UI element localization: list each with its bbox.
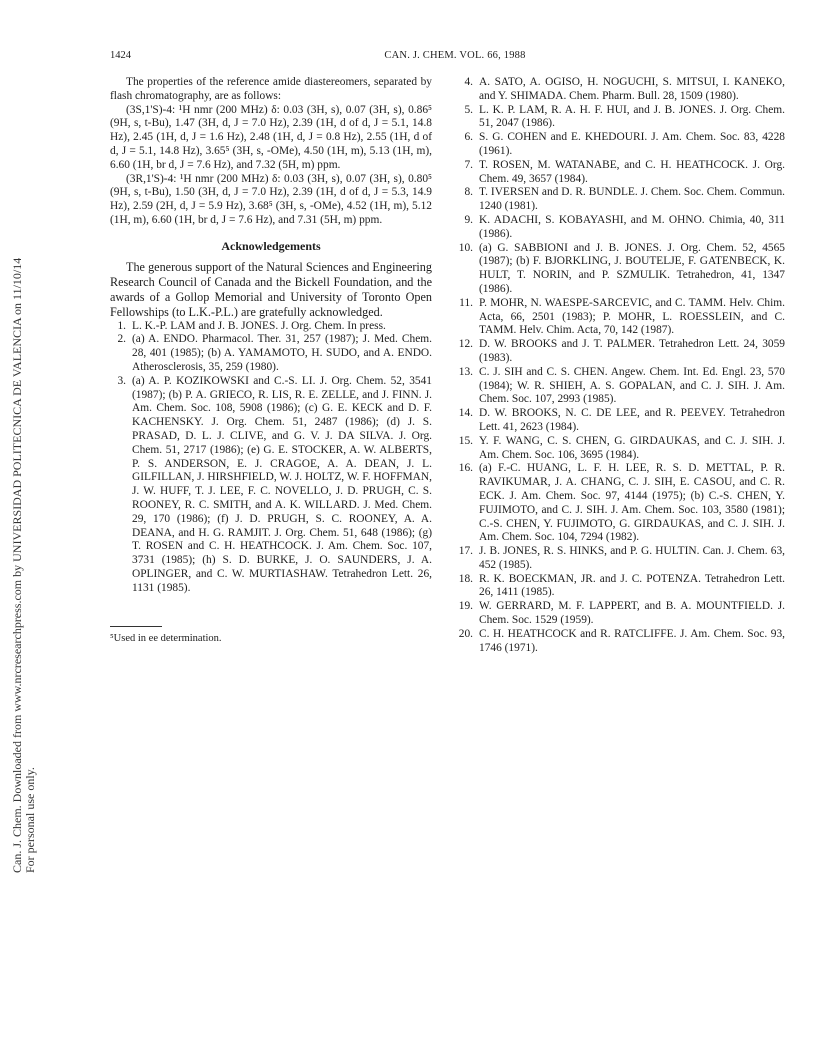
reference-number: 8. bbox=[464, 186, 473, 199]
reference-item bbox=[457, 104, 785, 132]
reference-item bbox=[457, 159, 785, 187]
reference-number: 15. bbox=[458, 434, 473, 447]
footnote: ⁵Used in ee determination. bbox=[110, 633, 222, 644]
reference-number: 16. bbox=[458, 462, 473, 475]
reference-item bbox=[457, 628, 785, 656]
reference-item bbox=[457, 214, 785, 242]
reference-text: C. H. HEATHCOCK and R. RATCLIFFE. J. Am. Chem. Soc. 93, 1746 (1971). bbox=[479, 627, 785, 654]
reference-number: 7. bbox=[464, 158, 473, 171]
footnote-rule bbox=[110, 626, 162, 627]
download-watermark bbox=[0, 0, 37, 1053]
reference-text: (a) A. P. KOZIKOWSKI and C.-S. LI. J. Org. Chem. 52, 3541 (1987); (b) P. A. GRIECO, R. LIS, R. E. ZELLE, and J. FINN. J. Am. Chem. Soc. 108, 5908 (1986); (c) G. E. KECK and D. F. KACHENSKY. J. Org. Chem. 51, 2487 (1986); (d) J. S. PRASAD, D. L. J. CLIVE, and G. V. J. DA SILVA. J. Org. Chem. 51, 2717 (1986); (e) G. E. STOCKER, A. W. ALBERTS, P. S. ANDERSON, E. J. CRAGOE, A. A. DEAN, J. L. GILFILLAN, J. HIRSHFIELD, W. J. HOLTZ, W. F. HOFFMAN, J. W. HUFF, T. J. LEE, F. C. NOVELLO, J. D. PRUGH, C. S. ROONEY, R. C. SMITH, and A. K. WILLARD. J. Med. Chem. 29, 170 (1986); (f) J. D. PRUGH, S. C. ROONEY, A. A. DEANA, and H. G. RAMJIT. J. Org. Chem. 51, 648 (1986); (g) T. ROSEN and C. H. HEATHCOCK. J. Am. Chem. Soc. 107, 3731 (1985); (h) S. D. BURKE, J. O. SAUNDERS, J. A. OPLINGER, and C. W. MURTIASHAW. Tetrahedron Lett. 26, 1131 (1985). bbox=[132, 374, 432, 594]
page-number: 1424 bbox=[110, 50, 131, 61]
reference-number: 5. bbox=[464, 103, 473, 116]
reference-text: L. K. P. LAM, R. A. H. F. HUI, and J. B. JONES. J. Org. Chem. 51, 2047 (1986). bbox=[479, 103, 785, 130]
reference-item bbox=[457, 600, 785, 628]
reference-item bbox=[457, 338, 785, 366]
watermark-line-1: Can. J. Chem. Downloaded from www.nrcresearchpress.com by UNIVERSIDAD POLITECNICA DE VALENCIA on 11/10/14 bbox=[10, 257, 24, 873]
reference-text: D. W. BROOKS, N. C. DE LEE, and R. PEEVEY. Tetrahedron Lett. 41, 2623 (1984). bbox=[479, 407, 785, 433]
reference-item bbox=[457, 242, 785, 297]
reference-text: P. MOHR, N. WAESPE-SARCEVIC, and C. TAMM. Helv. Chim. Acta, 66, 2501 (1983); P. MOHR, L. ROESSLEIN, and C. TAMM. Helv. Chim. Acta, 70, 142 (1987). bbox=[479, 296, 785, 337]
reference-text: A. SATO, A. OGISO, H. NOGUCHI, S. MITSUI, I. KANEKO, and Y. SHIMADA. Chem. Pharm. Bull. 28, 1509 (1980). bbox=[479, 76, 785, 102]
reference-text: T. IVERSEN and D. R. BUNDLE. J. Chem. Soc. Chem. Commun. 1240 (1981). bbox=[479, 186, 785, 213]
watermark-line-2: For personal use only. bbox=[23, 767, 37, 873]
reference-number: 18. bbox=[458, 572, 473, 585]
reference-text: D. W. BROOKS and J. T. PALMER. Tetrahedron Lett. 24, 3059 (1983). bbox=[479, 338, 785, 364]
reference-number: 14. bbox=[458, 407, 473, 420]
running-title: CAN. J. CHEM. VOL. 66, 1988 bbox=[384, 50, 526, 61]
reference-text: (a) G. SABBIONI and J. B. JONES. J. Org. Chem. 52, 4565 (1987); (b) F. BJORKLING, J. BOUTELJE, F. GATENBECK, K. HULT, T. NORIN, and P. SZMULIK. Tetrahedron, 41, 1347 (1986). bbox=[479, 241, 785, 295]
reference-text: L. K.-P. LAM and J. B. JONES. J. Org. Chem. In press. bbox=[132, 319, 386, 332]
reference-number: 4. bbox=[464, 76, 473, 88]
reference-text: R. K. BOECKMAN, JR. and J. C. POTENZA. Tetrahedron Lett. 26, 1411 (1985). bbox=[479, 572, 785, 599]
reference-text: (a) F.-C. HUANG, L. F. H. LEE, R. S. D. METTAL, P. R. RAVIKUMAR, J. A. CHANG, C. J. SIH, E. CASOU, and C. R. ECK. J. Am. Chem. Soc. 97, 4144 (1975); (b) C.-S. CHEN, Y. FUJIMOTO, and C. J. SIH. J. Am. Chem. Soc. 103, 3580 (1981); C.-S. CHEN, Y. FUJIMOTO, G. GIRDAUKAS, and C. J. SIH. J. Am. Chem. Soc. 104, 7294 (1982). bbox=[479, 462, 785, 544]
reference-text: W. GERRARD, M. F. LAPPERT, and B. A. MOUNTFIELD. J. Chem. Soc. 1529 (1959). bbox=[479, 600, 785, 627]
reference-list-right bbox=[457, 76, 785, 655]
reference-item bbox=[110, 320, 432, 334]
reference-number: 19. bbox=[458, 600, 473, 613]
reference-text: K. ADACHI, S. KOBAYASHI, and M. OHNO. Chimia, 40, 311 (1986). bbox=[479, 213, 785, 240]
reference-number: 11. bbox=[459, 296, 473, 309]
nmr-compound-1: (3S,1'S)-4: ¹H nmr (200 MHz) δ: 0.03 (3H, s), 0.07 (3H, s), 0.86⁵ (9H, s, t-Bu), 1.47 (3H, d, J = 7.0 Hz), 2.39 (1H, d of d, J = 5.1, 14.8 Hz), 2.45 (1H, d, J = 1.6 Hz), 2.48 (1H, d, J = 0.8 Hz), 2.55 (1H, d of d, J = 5.1, 14.8 Hz), 3.65⁵ (3H, s, -OMe), 4.50 (1H, m), 5.13 (1H, m), 6.60 (1H, br d, J = 7.6 Hz), and 7.32 (5H, m) ppm. bbox=[110, 103, 432, 171]
left-column bbox=[110, 76, 432, 596]
nmr-intro: The properties of the reference amide diastereomers, separated by flash chromatography, are as follows: bbox=[110, 76, 432, 102]
reference-item bbox=[457, 186, 785, 214]
reference-number: 1. bbox=[117, 319, 126, 332]
reference-number: 2. bbox=[117, 333, 126, 346]
reference-item bbox=[110, 333, 432, 374]
right-column bbox=[457, 76, 785, 655]
reference-number: 6. bbox=[464, 131, 473, 144]
reference-number: 10. bbox=[458, 241, 473, 254]
acknowledgements-heading: Acknowledgements bbox=[221, 238, 321, 253]
reference-item bbox=[457, 297, 785, 338]
reference-item bbox=[457, 366, 785, 407]
reference-number: 13. bbox=[458, 365, 473, 378]
acknowledgements-text: The generous support of the Natural Sciences and Engineering Research Council of Canada and the Bickell Foundation, and the awards of a Gollop Memorial and University of Toronto Open Fellowships (to L.K.-P.L.) are gratefully acknowledged. bbox=[110, 259, 432, 319]
reference-number: 12. bbox=[458, 338, 473, 351]
page-header bbox=[110, 50, 800, 64]
reference-text: (a) A. ENDO. Pharmacol. Ther. 31, 257 (1987); J. Med. Chem. 28, 401 (1985); (b) A. YAMAMOTO, H. SUDO, and A. ENDO. Atherosclerosis, 35, 259 (1980). bbox=[132, 333, 432, 373]
reference-item bbox=[457, 573, 785, 601]
reference-item bbox=[457, 545, 785, 573]
reference-number: 17. bbox=[458, 545, 473, 558]
reference-text: T. ROSEN, M. WATANABE, and C. H. HEATHCOCK. J. Org. Chem. 49, 3657 (1984). bbox=[479, 158, 785, 185]
nmr-compound-2: (3R,1'S)-4: ¹H nmr (200 MHz) δ: 0.03 (3H, s), 0.07 (3H, s), 0.80⁵ (9H, s, t-Bu), 1.50 (3H, d, J = 7.0 Hz), 2.39 (1H, d of d, J = 5.3, 14.9 Hz), 2.59 (2H, d, J = 5.9 Hz), 3.68⁵ (3H, s, -OMe), 4.52 (1H, m), 5.12 (1H, m), 6.60 (1H, br d, J = 7.6 Hz), and 7.31 (5H, m) ppm. bbox=[110, 172, 432, 226]
reference-text: J. B. JONES, R. S. HINKS, and P. G. HULTIN. Can. J. Chem. 63, 452 (1985). bbox=[479, 545, 785, 571]
reference-number: 20. bbox=[458, 627, 473, 640]
reference-item bbox=[457, 462, 785, 545]
reference-text: C. J. SIH and C. S. CHEN. Angew. Chem. Int. Ed. Engl. 23, 570 (1984); W. R. SHIEH, A. S. GOPALAN, and C. J. SIH. J. Am. Chem. Soc. 107, 2993 (1985). bbox=[479, 365, 785, 406]
reference-list-left bbox=[110, 320, 432, 596]
reference-text: Y. F. WANG, C. S. CHEN, G. GIRDAUKAS, and C. J. SIH. J. Am. Chem. Soc. 106, 3695 (1984). bbox=[479, 434, 785, 461]
reference-item bbox=[457, 76, 785, 104]
reference-item bbox=[457, 435, 785, 463]
reference-item bbox=[457, 131, 785, 159]
reference-number: 9. bbox=[464, 213, 473, 226]
reference-item bbox=[110, 375, 432, 596]
reference-item bbox=[457, 407, 785, 435]
reference-text: S. G. COHEN and E. KHEDOURI. J. Am. Chem. Soc. 83, 4228 (1961). bbox=[479, 131, 785, 157]
download-watermark-text bbox=[11, 258, 37, 873]
reference-number: 3. bbox=[117, 374, 126, 387]
